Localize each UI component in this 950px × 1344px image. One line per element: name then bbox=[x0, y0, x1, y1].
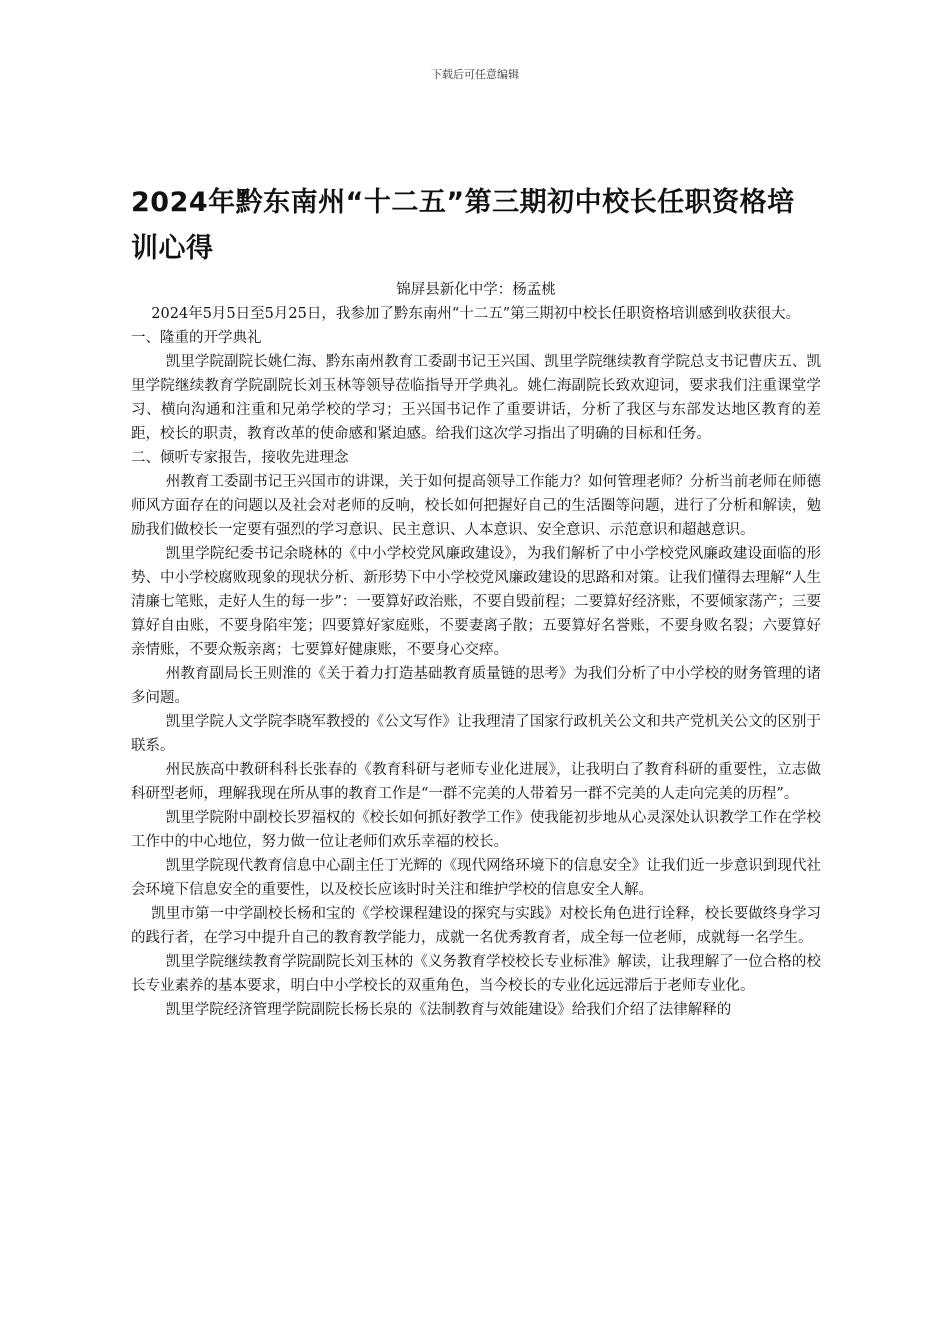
section-2-paragraph: 州民族高中教研科科长张春的《教育科研与老师专业化进展》，让我明白了教育科研的重要性，立志做科研型老师，理解我现在所从事的教育工作是“一群不完美的人带着另一群不完美的人走向完美的历程”。 bbox=[131, 762, 821, 802]
intro-paragraph: 2024年5月5日至5月25日，我参加了黔东南州“十二五”第三期初中校长任职资格培训感到收获很大。 bbox=[151, 306, 801, 322]
section-2-heading: 二、倾听专家报告，接收先进理念 bbox=[131, 450, 349, 466]
section-2-paragraph: 凯里学院经济管理学院副院长杨长泉的《法制教育与效能建设》给我们介绍了法律解释的 bbox=[165, 1002, 732, 1018]
page-header-note: 下载后可任意编辑 bbox=[431, 68, 519, 81]
section-2-paragraph: 凯里学院纪委书记余晓林的《中小学校党风廉政建设》，为我们解析了中小学校党风廉政建设面临的形势、中小学校腐败现象的现状分析、新形势下中小学校党风廉政建设的思路和对策。让我们懂得去理解“人生清廉七笔账，走好人生的每一步”：一要算好政治账，不要自毁前程；二要算好经济账，不要倾家荡产；三要算好自由账，不要身陷牢笼；四要算好家庭账，不要妻离子散；五要算好名誉账，不要身败名裂；六要算好亲情账，不要众叛亲离；七要算好健康账，不要身心交瘁。 bbox=[131, 546, 821, 658]
document-title: 2024年黔东南州“十二五”第三期初中校长任职资格培训心得 bbox=[131, 187, 795, 264]
section-2-paragraph: 州教育副局长王则淮的《关于着力打造基础教育质量链的思考》为我们分析了中小学校的财务管理的诸多问题。 bbox=[131, 666, 821, 706]
document-author: 锦屏县新化中学：杨孟桃 bbox=[396, 282, 556, 298]
section-2-paragraph: 凯里市第一中学副校长杨和宝的《学校课程建设的探究与实践》对校长角色进行诠释，校长要做终身学习的践行者，在学习中提升自己的教育教学能力，成就一名优秀教育者，成全每一位老师，成就每一名学生。 bbox=[131, 906, 821, 946]
section-2-paragraph: 凯里学院现代教育信息中心副主任丁光辉的《现代网络环境下的信息安全》让我们近一步意识到现代社会环境下信息安全的重要性，以及校长应该时时关注和维护学校的信息安全人解。 bbox=[131, 858, 821, 898]
section-2-paragraph: 凯里学院人文学院李晓军教授的《公文写作》让我理清了国家行政机关公文和共产党机关公文的区别于联系。 bbox=[131, 714, 821, 754]
section-2-paragraph: 凯里学院附中副校长罗福权的《校长如何抓好教学工作》使我能初步地从心灵深处认识教学工作在学校工作中的中心地位，努力做一位让老师们欢乐幸福的校长。 bbox=[131, 810, 821, 850]
document-body bbox=[131, 180, 821, 1022]
section-1-paragraph: 凯里学院副院长姚仁海、黔东南州教育工委副书记王兴国、凯里学院继续教育学院总支书记曹庆五、凯里学院继续教育学院副院长刘玉林等领导莅临指导开学典礼。姚仁海副院长致欢迎词，要求我们注重课堂学习、横向沟通和注重和兄弟学校的学习；王兴国书记作了重要讲话，分析了我区与东部发达地区教育的差距，校长的职责，教育改革的使命感和紧迫感。给我们这次学习指出了明确的目标和任务。 bbox=[131, 354, 821, 442]
section-1-heading: 一、隆重的开学典礼 bbox=[131, 330, 262, 346]
section-2-paragraph: 州教育工委副书记王兴国市的讲课，关于如何提高领导工作能力？如何管理老师？分析当前老师在师德师风方面存在的问题以及社会对老师的反响，校长如何把握好自己的生活圈等问题，进行了分析和解读，勉励我们做校长一定要有强烈的学习意识、民主意识、人本意识、安全意识、示范意识和超越意识。 bbox=[131, 474, 821, 538]
section-2-paragraph: 凯里学院继续教育学院副院长刘玉林的《义务教育学校校长专业标准》解读，让我理解了一位合格的校长专业素养的基本要求，明白中小学校长的双重角色，当今校长的专业化远远滞后于老师专业化。 bbox=[131, 954, 821, 994]
